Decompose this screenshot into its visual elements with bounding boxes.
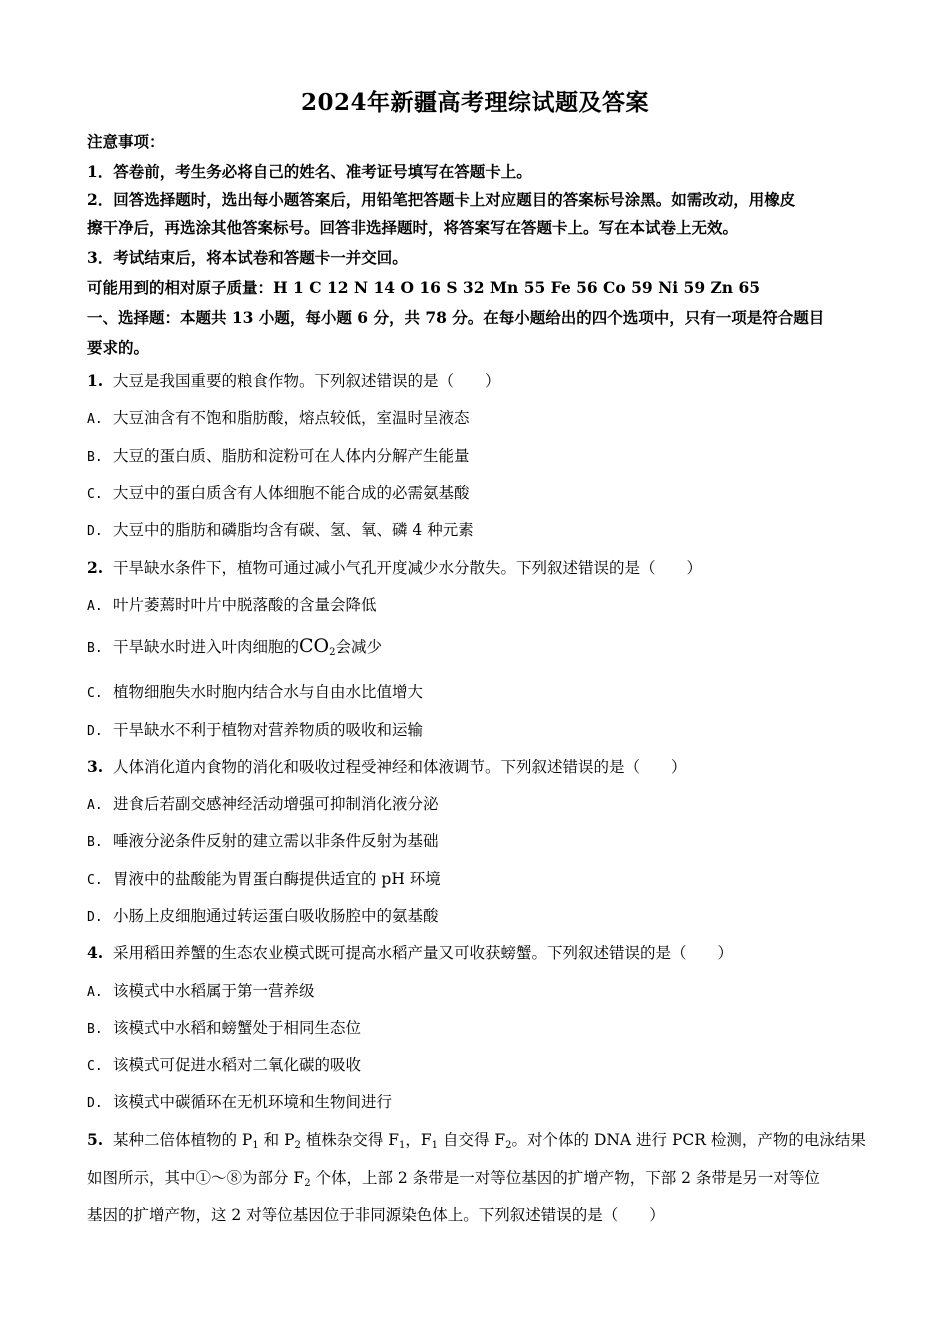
section-heading-line-1: 一、选择题：本题共 13 小题，每小题 6 分，共 78 分。在每小题给出的四个选项中，只有一项是符合题目 — [87, 308, 825, 327]
question-5-line-3: 基因的扩增产物，这 2 对等位基因位于非同源染色体上。下列叙述错误的是（ ） — [87, 1206, 665, 1224]
question-stem: 人体消化道内食物的消化和吸收过程受神经和体液调节。下列叙述错误的是（ ） — [113, 758, 687, 776]
question-stem: 大豆是我国重要的粮食作物。下列叙述错误的是（ ） — [113, 372, 501, 390]
co2-formula: CO — [299, 635, 330, 657]
question-2-option-d: D. 干旱缺水不利于植物对营养物质的吸收和运输 — [87, 721, 424, 739]
atomic-masses: 可能用到的相对原子质量：H 1 C 12 N 14 O 16 S 32 Mn 55 Fe 56 Co 59 Ni 59 Zn 65 — [87, 278, 761, 297]
question-3-option-a: A. 进食后若副交感神经活动增强可抑制消化液分泌 — [87, 795, 439, 813]
question-2-option-c: C. 植物细胞失水时胞内结合水与自由水比值增大 — [87, 683, 424, 701]
question-1-option-c: C. 大豆中的蛋白质含有人体细胞不能合成的必需氨基酸 — [87, 484, 470, 502]
page-title: 2024年新疆高考理综试题及答案 — [300, 89, 649, 116]
question-number: 4. — [87, 943, 104, 962]
note-item-2-line-2: 擦干净后，再选涂其他答案标号。回答非选择题时，将答案写在答题卡上。写在本试卷上无效。 — [87, 218, 739, 237]
question-1-option-a: A. 大豆油含有不饱和脂肪酸，熔点较低，室温时呈液态 — [87, 409, 470, 427]
question-4-option-c: C. 该模式可促进水稻对二氧化碳的吸收 — [87, 1056, 362, 1074]
question-2 — [87, 556, 702, 578]
question-number: 2. — [87, 558, 104, 577]
notes-heading: 注意事项： — [87, 132, 165, 151]
question-1-option-b: B. 大豆的蛋白质、脂肪和淀粉可在人体内分解产生能量 — [87, 447, 470, 465]
question-2-option-b: B. 干旱缺水时进入叶肉细胞的$CO_2$会减少 — [87, 635, 383, 658]
question-number: 5. — [87, 1130, 104, 1149]
question-stem: 采用稻田养蟹的生态农业模式既可提高水稻产量又可收获螃蟹。下列叙述错误的是（ ） — [113, 944, 734, 962]
question-3-option-d: D. 小肠上皮细胞通过转运蛋白吸收肠腔中的氨基酸 — [87, 907, 439, 925]
question-4-option-b: B. 该模式中水稻和螃蟹处于相同生态位 — [87, 1019, 362, 1037]
question-5-line-1: 5. 某种二倍体植物的 $P_1$ 和 $P_2$ 植株杂交得 $F_1$，$F_1$ 自交得 $F_2$。对个体的 DNA 进行 PCR 检测，产物的电泳结果 — [87, 1130, 866, 1151]
question-3-option-b: B. 唾液分泌条件反射的建立需以非条件反射为基础 — [87, 832, 439, 850]
question-4 — [87, 941, 733, 963]
question-1 — [87, 369, 501, 391]
question-number: 3. — [87, 757, 104, 776]
section-heading-line-2: 要求的。 — [87, 338, 150, 357]
question-3 — [87, 755, 687, 777]
note-item-3: 3．考试结束后，将本试卷和答题卡一并交回。 — [87, 248, 408, 267]
question-4-option-d: D. 该模式中碳循环在无机环境和生物间进行 — [87, 1093, 393, 1111]
question-1-option-d: D. 大豆中的脂肪和磷脂均含有碳、氢、氧、磷 4 种元素 — [87, 521, 474, 539]
question-5-line-2: 如图所示，其中①～⑧为部分 $F_2$ 个体，上部 2 条带是一对等位基因的扩增产物，下部 2 条带是另一对等位 — [87, 1169, 820, 1189]
question-3-option-c: C. 胃液中的盐酸能为胃蛋白酶提供适宜的 pH 环境 — [87, 870, 441, 888]
question-number: 1. — [87, 371, 104, 390]
note-item-1: 1．答卷前，考生务必将自己的姓名、准考证号填写在答题卡上。 — [87, 162, 532, 181]
note-item-2-line-1: 2．回答选择题时，选出每小题答案后，用铅笔把答题卡上对应题目的答案标号涂黑。如需改动，用橡皮 — [87, 190, 796, 209]
question-stem: 干旱缺水条件下，植物可通过减小气孔开度减少水分散失。下列叙述错误的是（ ） — [113, 559, 703, 577]
question-2-option-a: A. 叶片萎蔫时叶片中脱落酸的含量会降低 — [87, 596, 377, 614]
question-4-option-a: A. 该模式中水稻属于第一营养级 — [87, 982, 315, 1000]
